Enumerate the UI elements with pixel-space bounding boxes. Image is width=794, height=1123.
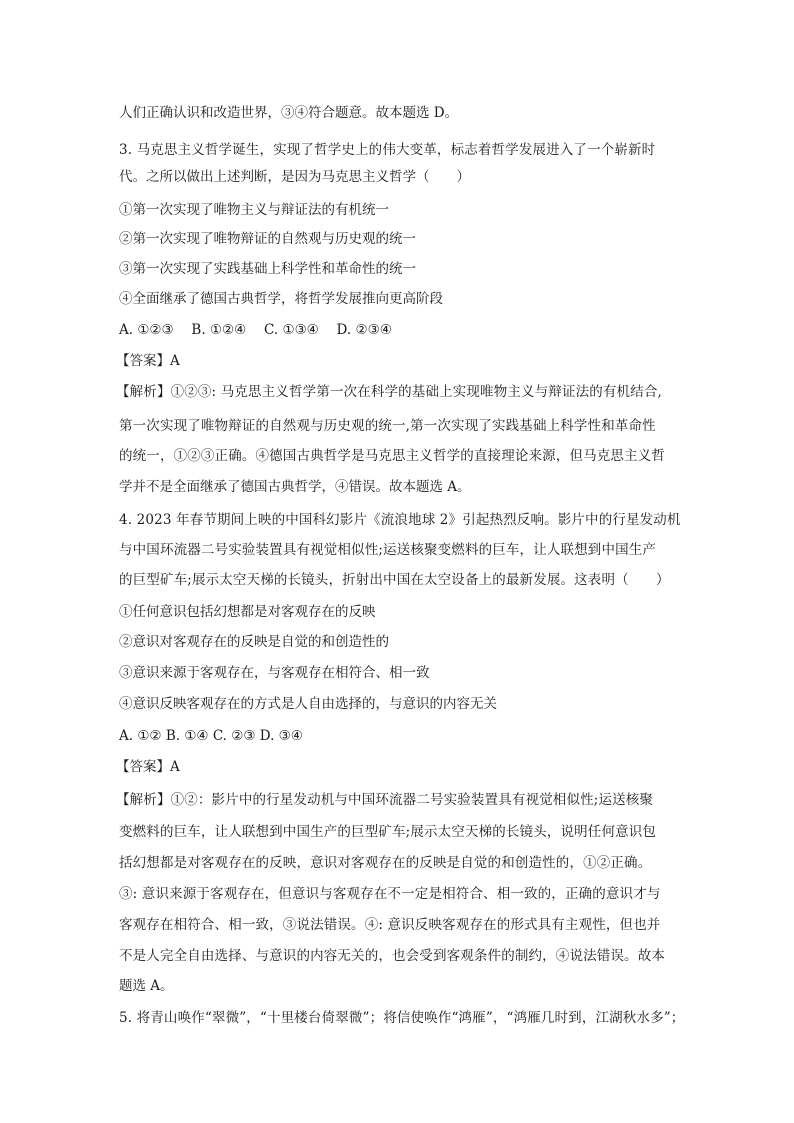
answer-label: 【答案】A bbox=[116, 353, 180, 369]
question-5-stem: 5. 将青山唤作“翠微”，“十里楼台倚翠微”；将信使唤作“鸿雁”，“鸿雁几时到，江湖秋水多”； bbox=[119, 1010, 685, 1026]
option-line: ①第一次实现了唯物主义与辩证法的有机统一 bbox=[119, 202, 389, 218]
option-line: ②意识对客观存在的反映是自觉的和创造性的 bbox=[119, 634, 389, 650]
answer-choices: A. ①② B. ①④ C. ②③ D. ③④ bbox=[119, 728, 303, 744]
option-line: ③意识来源于客观存在，与客观存在相符合、相一致 bbox=[119, 665, 430, 681]
analysis-line: 客观存在相符合、相一致，③说法错误。④: 意识反映客观存在的形式具有主观性，但也并 bbox=[119, 917, 661, 933]
question-4-stem-cont: 的巨型矿车;展示太空天梯的长镜头，折射出中国在太空设备上的最新发展。这表明（ ） bbox=[119, 572, 670, 588]
option-line: ②第一次实现了唯物辩证的自然观与历史观的统一 bbox=[119, 231, 416, 247]
analysis-line: 不是人完全自由选择、与意识的内容无关的，也会受到客观条件的制约，④说法错误。故本 bbox=[119, 948, 665, 964]
analysis-line: 第一次实现了唯物辩证的自然观与历史观的统一,第一次实现了实践基础上科学性和革命性 bbox=[119, 418, 656, 434]
question-4-stem-cont: 与中国环流器二号实验装置具有视觉相似性;运送核聚变燃料的巨车，让人联想到中国生产 bbox=[119, 542, 657, 558]
analysis-line: 的统一，①②③正确。④德国古典哲学是马克思主义哲学的直接理论来源，但马克思主义哲 bbox=[119, 448, 665, 464]
analysis-line: 学并不是全面继承了德国古典哲学，④错误。故本题选 A。 bbox=[119, 479, 471, 495]
option-line: ③第一次实现了实践基础上科学性和革命性的统一 bbox=[119, 261, 416, 277]
question-4-stem: 4. 2023 年春节期间上映的中国科幻影片《流浪地球 2》引起热烈反响。影片中的行星发动机 bbox=[119, 512, 681, 528]
question-3-stem-cont: 代。之所以做出上述判断，是因为马克思主义哲学（ ） bbox=[119, 169, 470, 185]
option-line: ④全面继承了德国古典哲学，将哲学发展推向更高阶段 bbox=[119, 291, 443, 307]
analysis-line: 括幻想都是对客观存在的反映，意识对客观存在的反映是自觉的和创造性的，①②正确。 bbox=[119, 855, 652, 871]
option-line: ④意识反映客观存在的方式是人自由选择的，与意识的内容无关 bbox=[119, 696, 497, 712]
analysis-line: 变燃料的巨车，让人联想到中国生产的巨型矿车;展示太空天梯的长镜头，说明任何意识包 bbox=[119, 824, 657, 840]
option-line: ①任何意识包括幻想都是对客观存在的反映 bbox=[119, 604, 376, 620]
answer-choices: A. ①②③ B. ①②④ C. ①③④ D. ②③④ bbox=[119, 322, 392, 338]
analysis-line: 【解析】①②③: 马克思主义哲学第一次在科学的基础上实现唯物主义与辩证法的有机结合, bbox=[116, 384, 662, 400]
text-line: 人们正确认识和改造世界，③④符合题意。故本题选 D。 bbox=[119, 105, 459, 121]
analysis-line: ③: 意识来源于客观存在，但意识与客观存在不一定是相符合、相一致的，正确的意识才与 bbox=[119, 886, 661, 902]
analysis-line: 题选 A。 bbox=[119, 978, 174, 994]
analysis-line: 【解析】①②：影片中的行星发动机与中国环流器二号实验装置具有视觉相似性;运送核聚 bbox=[116, 792, 654, 808]
question-3-stem: 3. 马克思主义哲学诞生，实现了哲学史上的伟大变革，标志着哲学发展进入了一个崭新时 bbox=[119, 142, 656, 158]
answer-label: 【答案】A bbox=[116, 759, 180, 775]
